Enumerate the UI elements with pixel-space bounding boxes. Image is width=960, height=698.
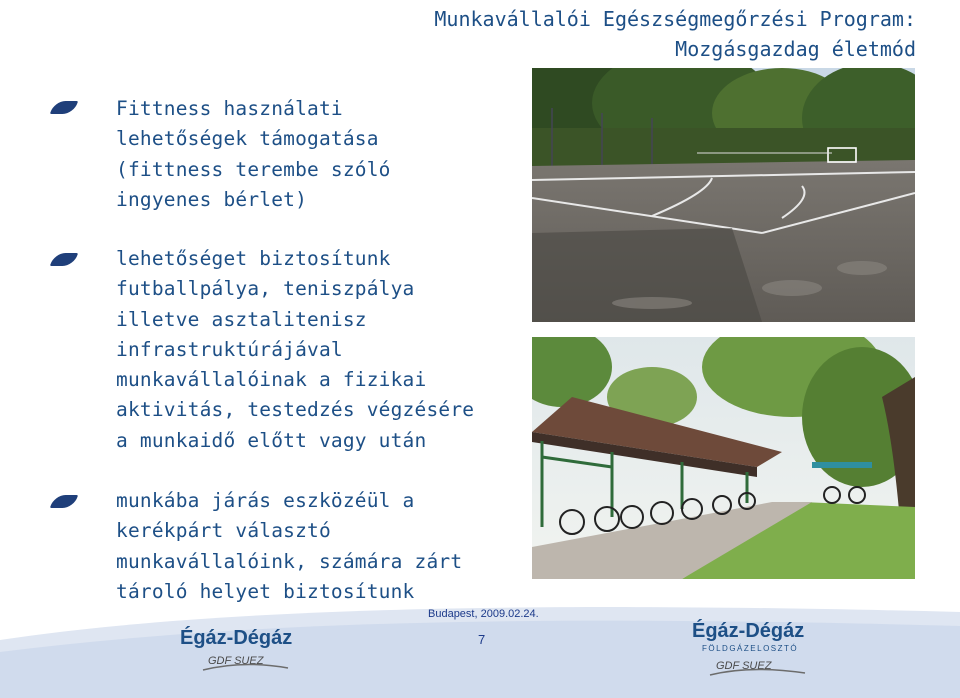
bullet-text-1 <box>116 94 391 215</box>
bullet-line: (fittness terembe szóló <box>116 157 391 181</box>
bullet-line: infrastruktúrájával <box>116 337 343 361</box>
bullet-line: futballpálya, teniszpálya <box>116 277 415 301</box>
logo-right-sub: GDF SUEZ <box>716 660 772 672</box>
bullet-line: Fittness használati <box>116 97 343 120</box>
slide-title-line2: Mozgásgazdag életmód <box>675 37 916 61</box>
bicycle-shelter-photo <box>532 337 915 579</box>
bullet-text-3 <box>116 486 462 607</box>
bullet-line: lehetőségek támogatása <box>116 127 379 151</box>
bullet-icon <box>50 495 78 508</box>
bullet-line: ingyenes bérlet) <box>116 187 308 211</box>
bullet-icon <box>50 101 78 114</box>
bullet-line: munkavállalóink, számára zárt <box>116 549 463 573</box>
bullet-icon <box>50 253 78 266</box>
logo-left-title: Égáz-Dégáz <box>180 627 293 649</box>
logo-right-subtitle: FÖLDGÁZELOSZTÓ <box>702 644 799 653</box>
bullet-line: munkavállalóinak a fizikai <box>116 368 427 392</box>
logo-right-title: Égáz-Dégáz <box>692 620 805 642</box>
sports-court-photo <box>532 68 915 322</box>
logo-left-sub: GDF SUEZ <box>208 655 264 667</box>
bullet-line: tároló helyet biztosítunk <box>116 579 415 603</box>
bullet-line: illetve asztalitenisz <box>116 307 367 331</box>
egaz-degaz-logo <box>178 624 308 674</box>
bullet-text-2 <box>116 244 474 456</box>
bullet-line: aktivitás, testedzés végzésére <box>116 398 475 422</box>
footer-date: Budapest, 2009.02.24. <box>428 608 539 620</box>
egaz-degaz-foldgazeloszto-logo <box>690 617 815 679</box>
slide-title-line1: Munkavállalói Egészségmegőrzési Program: <box>434 7 916 31</box>
bullet-line: lehetőséget biztosítunk <box>116 247 391 270</box>
bullet-line: munkába járás eszközéül a <box>116 489 415 512</box>
slide-title <box>356 4 916 64</box>
page-number: 7 <box>478 632 486 647</box>
bullet-line: kerékpárt választó <box>116 519 331 543</box>
bullet-line: a munkaidő előtt vagy után <box>116 428 427 452</box>
